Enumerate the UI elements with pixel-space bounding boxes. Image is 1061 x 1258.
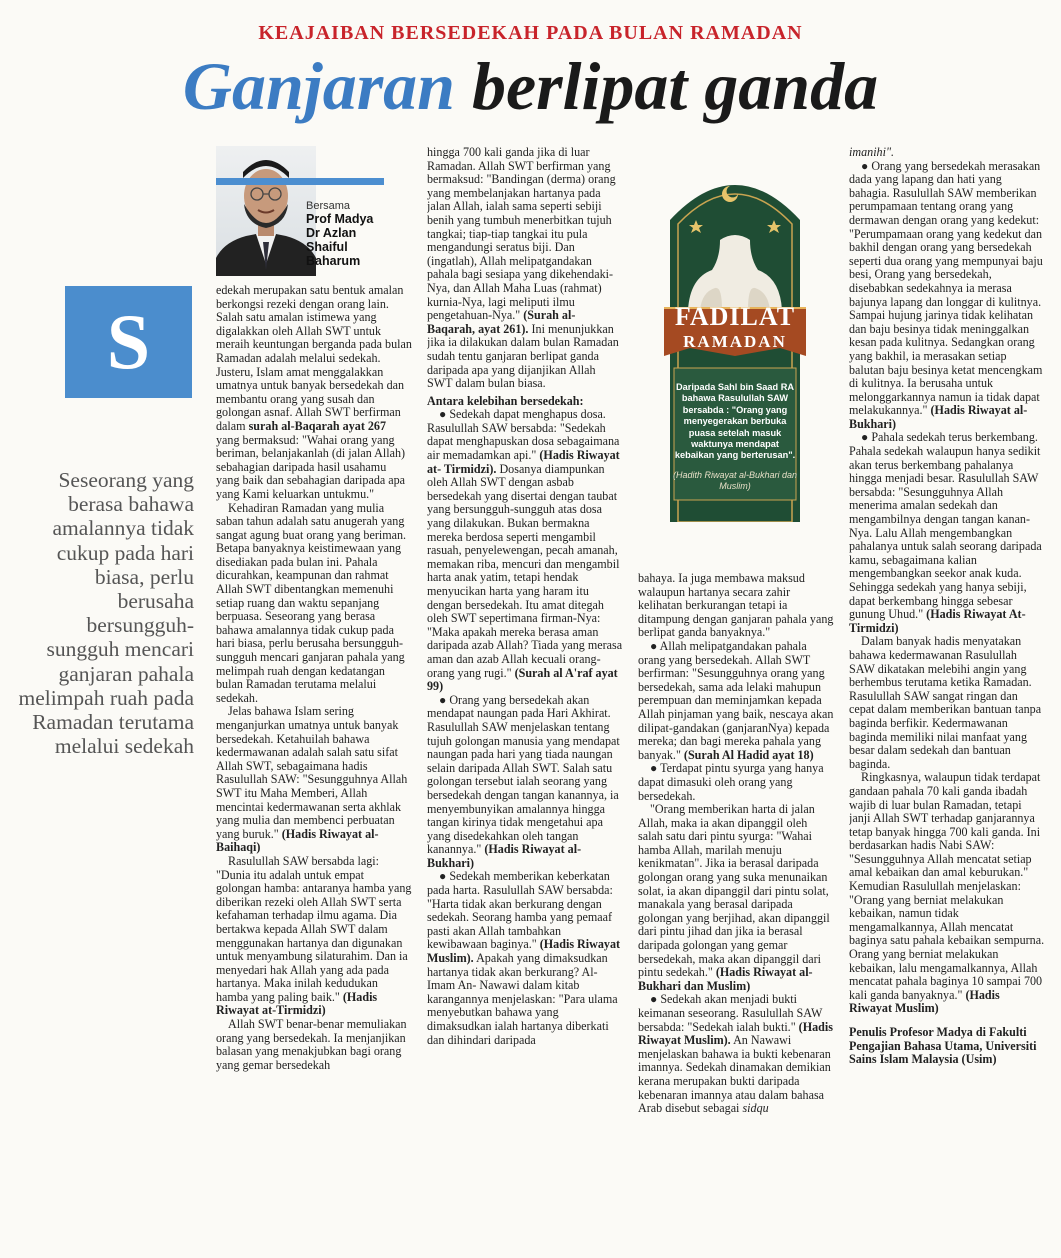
article-column-1 bbox=[216, 284, 412, 1234]
bullet-item: ● Terdapat pintu syurga yang hanya dapat dimasuki oleh orang yang bersedekah. bbox=[638, 761, 824, 803]
article-column-2 bbox=[427, 146, 623, 1234]
bullet-item: ● Sedekah akan menjadi bukti keimanan seseorang. Rasulullah SAW bersabda: "Sedekah ialah bukti." (Hadis Riwayat Muslim). An Nawawi menjelaskan bahawa ia bukti kebenaran imannya. Sedekah dinamakan demikian kerana merupakan bukti daripada kebenaran imannya atau dalam bahasa Arab disebut sebagai sidqu bbox=[638, 992, 833, 1116]
bullet-item: ● Allah melipatgandakan pahala orang yang bersedekah. Allah SWT berfirman: "Sesungguhnya orang yang bersedekah, sama ada lelaki mahupun perempuan dan meminjamkan kepada Allah pinjaman yang baik, nescaya akan dilipat-gandakan (ganjaranNya) kepada mereka; dan bagi mereka pahala yang banyak." (Surah Al Hadid ayat 18) bbox=[638, 638, 834, 762]
paragraph: Kehadiran Ramadan yang mulia saban tahun adalah satu anugerah yang sangat agung buat orang yang beriman. Betapa banyaknya keistimewaan yang disediakan pada bulan ini. Pahala dicurahkan, keampunan dan rahmat Allah SWT dibentangkan memenuhi setiap ruang dan waktu sepanjang berpuasa. Seseorang yang berasa bahawa amalannya tidak cukup pada hari biasa, perlu berusaha bersungguh-sungguh mencari ganjaran pahala yang melimpah ruah dengan kedatangan bulan Ramadan terutama melalui sedekah. bbox=[216, 500, 407, 705]
bullet-item: ● Pahala sedekah terus berkembang. Pahala sedekah walaupun hanya sedikit akan terus berkembang pahalanya hingga menjadi besar. Rasulullah SAW bersabda: "Sesungguhnya Allah menerima amalan sedekah dan mengambilnya dengan tangan kanan-Nya. Lalu Allah mengembangkan pahalanya untuk salah seorang daripada kamu, sebagaimana kalian mengembangkan seekor anak kuda. Sehingga sedekah yang hanya sebiji, dapat berkembang hingga sebesar gunung Uhud." (Hadis Riwayat At-Tirmidzi) bbox=[849, 430, 1042, 635]
headline-part-2: berlipat ganda bbox=[471, 48, 879, 124]
paragraph: imanihi". bbox=[849, 146, 895, 159]
bullet-item: ● Orang yang bersedekah akan mendapat naungan pada Hari Akhirat. Rasulullah SAW menjelaskan tentang tujuh golongan manusia yang mendapat naungan pada hari yang tiada naungan selain daripada Allah SWT. Salah satu golongan tersebut ialah seorang yang bersedekah dengan tangan kanannya, ia menyembunyikan amalannya hingga tangan kirinya tidak mengetahui apa yang disedekahkan oleh tangan kanannya." (Hadis Riwayat al-Bukhari) bbox=[427, 692, 620, 870]
article-kicker: KEAJAIBAN BERSEDEKAH PADA BULAN RAMADAN bbox=[258, 22, 803, 44]
paragraph: Allah SWT benar-benar memuliakan orang yang bersedekah. Ia menjanjikan balasan yang menakjubkan bagi orang yang gemar bersedekah bbox=[216, 1017, 407, 1072]
article-column-3 bbox=[638, 572, 834, 1234]
paragraph: Rasulullah SAW bersabda lagi: "Dunia itu adalah untuk empat golongan hamba: antaranya hamba yang diberikan rezeki oleh Allah SWT serta kefahaman terhadap ilmu agama. Dia bertakwa kepada Allah SWT dalam menggunakan hartanya dan digunakan untuk menyambung silaturahim. Dan ia menyedari hak Allah yang ada pada hartanya. Maka inilah kedudukan hamba yang paling baik." (Hadis Riwayat at-Tirmidzi) bbox=[216, 853, 412, 1018]
paragraph: Jelas bahawa Islam sering menganjurkan umatnya untuk banyak bersedekah. Ketahuilah bahawa kedermawanan adalah salah satu sifat Allah SWT, sebagaimana hadis Rasulullah SAW: "Sesungguhnya Allah SWT itu Maha Memberi, Allah mencintai kedermawanan serta akhlak yang mulia dan membenci perbuatan yang buruk." (Hadis Riwayat al-Baihaqi) bbox=[216, 704, 408, 855]
bullet-item: ● Orang yang bersedekah merasakan dada yang lapang dan hati yang bahagia. Rasulullah SAW memberikan perumpamaan tentang orang yang dermawan dengan orang yang kedekut: "Perumpamaan orang yang kedekut dan bakhil dengan orang yang bersedekah seperti dua orang yang mempunyai baju besi, Orang yang bersedekah, disebabkan sedekahnya ia merasa bajunya lapang dan longgar di kulitnya. Sampai hujung jarinya tidak kelihatan dan baju besinya tidak meninggalkan kesan pada kulitnya. Sedangkan orang yang bakhil, ia merasakan setiap balutan baju besinya ketat mencengkam di kulitnya. Ia berusaha untuk melonggarkannya namun ia tidak dapat melakukannya." (Hadis Riwayat al-Bukhari) bbox=[849, 158, 1043, 431]
author-name-3: Baharum bbox=[306, 254, 361, 268]
author-photo bbox=[216, 146, 316, 276]
banner-source: (Hadith Riwayat al-Bukhari dan Muslim) bbox=[672, 470, 798, 491]
headline-part-1: Ganjaran bbox=[182, 48, 455, 124]
paragraph: "Orang memberikan harta di jalan Allah, maka ia akan dipanggil oleh salah satu dari pintu syurga: "Wahai hamba Allah, marilah menuju kenikmatan". Jika ia berasal daripada golongan orang yang suka menunaikan solat, ia akan dipanggil dari pintu solat, manakala yang berasal daripada golongan yang berjihad, akan dipanggil dari pintu jihad dan jika ia berasal daripada golongan yang gemar bersedekah, maka akan dipanggil dari pintu sedekah." (Hadis Riwayat al-Bukhari dan Muslim) bbox=[638, 802, 830, 993]
author-name-1: Prof Madya bbox=[306, 212, 374, 226]
paragraph: edekah merupakan satu bentuk amalan berkongsi rezeki dengan orang lain. Salah satu amalan istimewa yang digalakkan oleh Allah SWT untuk meraih keuntungan berganda pada bulan Ramadan adalah melalui sedekah. Justeru, Islam amat menggalakkan umatnya untuk banyak bersedekah dan membantu orang yang susah dan golongan asnaf. Allah SWT berfirman dalam surah al-Baqarah ayat 267 yang bermaksud: "Wahai orang yang beriman, belanjakanlah (di jalan Allah) sebahagian daripada hasil usahamu yang baik dan sebahagian daripada apa yang Kami keluarkan untukmu." bbox=[216, 284, 412, 501]
author-footer: Penulis Profesor Madya di Fakulti Pengajian Bahasa Utama, Universiti Sains Islam Malaysia (Usim) bbox=[849, 1025, 1037, 1067]
author-byline bbox=[306, 200, 386, 268]
author-name-2: Dr Azlan Shaiful bbox=[306, 226, 357, 254]
paragraph: hingga 700 kali ganda jika di luar Ramadan. Allah SWT berfirman yang bermaksud: "Bandingan (derma) orang yang membelanjakan hartanya pada jalan Allah, ialah sama seperti sebiji benih yang tumbuh menerbitkan tujuh tangkai; tiap-tiap tangkai itu pula mengandungi seratus biji. Dan (ingatlah), Allah melipatgandakan pahala bagi sesiapa yang dikehendaki-Nya, dan Allah Maha Luas (rahmat) kurnia-Nya, lagi meliputi ilmu pengetahuan-Nya." (Surah al-Baqarah, ayat 261). Ini menunjukkan jika ia dilakukan dalam bulan Ramadan sudah tentu ganjaran berlipat ganda daripada apa yang dijanjikan Allah SWT dalam bulan biasa. bbox=[427, 146, 619, 391]
drop-cap: S bbox=[65, 286, 192, 398]
author-with: Bersama bbox=[306, 200, 351, 212]
author-portrait-icon bbox=[216, 146, 316, 276]
bullet-item: ● Sedekah memberikan keberkatan pada harta. Rasulullah SAW bersabda: "Harta tidak akan berkurang dengan sedekah. Seorang hamba yang pemaaf pasti akan Allah tambahkan kewibawaan baginya." (Hadis Riwayat Muslim). Apakah yang dimaksudkan hartanya tidak akan berkurang? Al-Imam An- Nawawi dalam kitab karangannya menjelaskan: "Para ulama menyebutkan bahawa yang dimaksudkan ialah hartanya diberkati dan dihindari daripada bbox=[427, 869, 621, 1047]
pull-quote: Seseorang yang berasa bahawa amalannya tidak cukup pada hari biasa, perlu berusaha bersungguh-sungguh mencari ganjaran pahala melimpah ruah pada Ramadan terutama melalui sedekah bbox=[18, 468, 194, 759]
banner-hadith: Daripada Sahl bin Saad RA bahawa Rasulullah SAW bersabda : "Orang yang menyegerakan berbuka puasa setelah masuk waktunya mendapat kebaikan yang berterusan". bbox=[674, 382, 796, 461]
bullet-item: ● Sedekah dapat menghapus dosa. Rasulullah SAW bersabda: "Sedekah dapat menghapuskan dosa sebagaimana air memadamkan api." (Hadis Riwayat at- Tirmidzi). Dosanya diampunkan oleh Allah SWT dengan asbab bersedekah yang disertai dengan taubat yang bersungguh-sungguh atas dosa yang dilakukan. Bukan bermakna mereka berdosa seperti mengambil rasuah, penyelewengan, pecah amanah, memakan riba, mencuri dan mengambil harta anak yatim, tetapi hendak menyucikan harta yang haram itu dengan bersedekah. Itu amat ditegah oleh SWT sepertimana firman-Nya: "Maka apakah mereka berasa aman daripada azab Allah? Tiada yang merasa aman dan azab Allah kecuali orang-orang yang rugi." (Surah al A'raf ayat 99) bbox=[427, 407, 623, 694]
paragraph: Dalam banyak hadis menyatakan bahawa kedermawanan Rasulullah SAW dikatakan melebihi angin yang berhembus terutama ketika Ramadan. Rasulullah SAW sangat ringan dan cepat dalam memberikan bantuan tanpa baginda berfikir. Kedermawanan baginda memiliki nilai manfaat yang besar dalam sedekah dan bantuan baginda. bbox=[849, 634, 1042, 771]
paragraph: bahaya. Ia juga membawa maksud walaupun hartanya secara zahir kelihatan berkurangan tetapi ia ditampung dengan ganjaran pahala yang berlipat ganda banyaknya." bbox=[638, 572, 834, 640]
banner-subtitle: RAMADAN bbox=[683, 332, 787, 351]
article-headline bbox=[0, 48, 1061, 124]
subheading: Antara kelebihan bersedekah: bbox=[427, 393, 584, 408]
paragraph: Ringkasnya, walaupun tidak terdapat gandaan pahala 70 kali ganda ibadah wajib di luar bulan Ramadan, tetapi janji Allah SWT terhadap ganjarannya tetap banyak hingga 700 kali ganda. Ini berdasarkan hadis Nabi SAW: "Sesungguhnya Allah mencatat setiap amal kebaikan dan amal keburukan." Kemudian Rasulullah menjelaskan: "Orang yang berniat melakukan kebaikan, namun tidak mengamalkannya, Allah mencatat baginya satu pahala kebaikan sempurna. Orang yang berniat melakukan kebaikan, lalu mengamalkannya, Allah mencatat pahala baginya 10 sampai 700 kali ganda banyaknya." (Hadis Riwayat Muslim) bbox=[849, 770, 1045, 1016]
banner-title: FADILAT bbox=[674, 302, 796, 331]
author-accent-bar bbox=[216, 178, 384, 185]
article-column-4 bbox=[849, 146, 1045, 1234]
